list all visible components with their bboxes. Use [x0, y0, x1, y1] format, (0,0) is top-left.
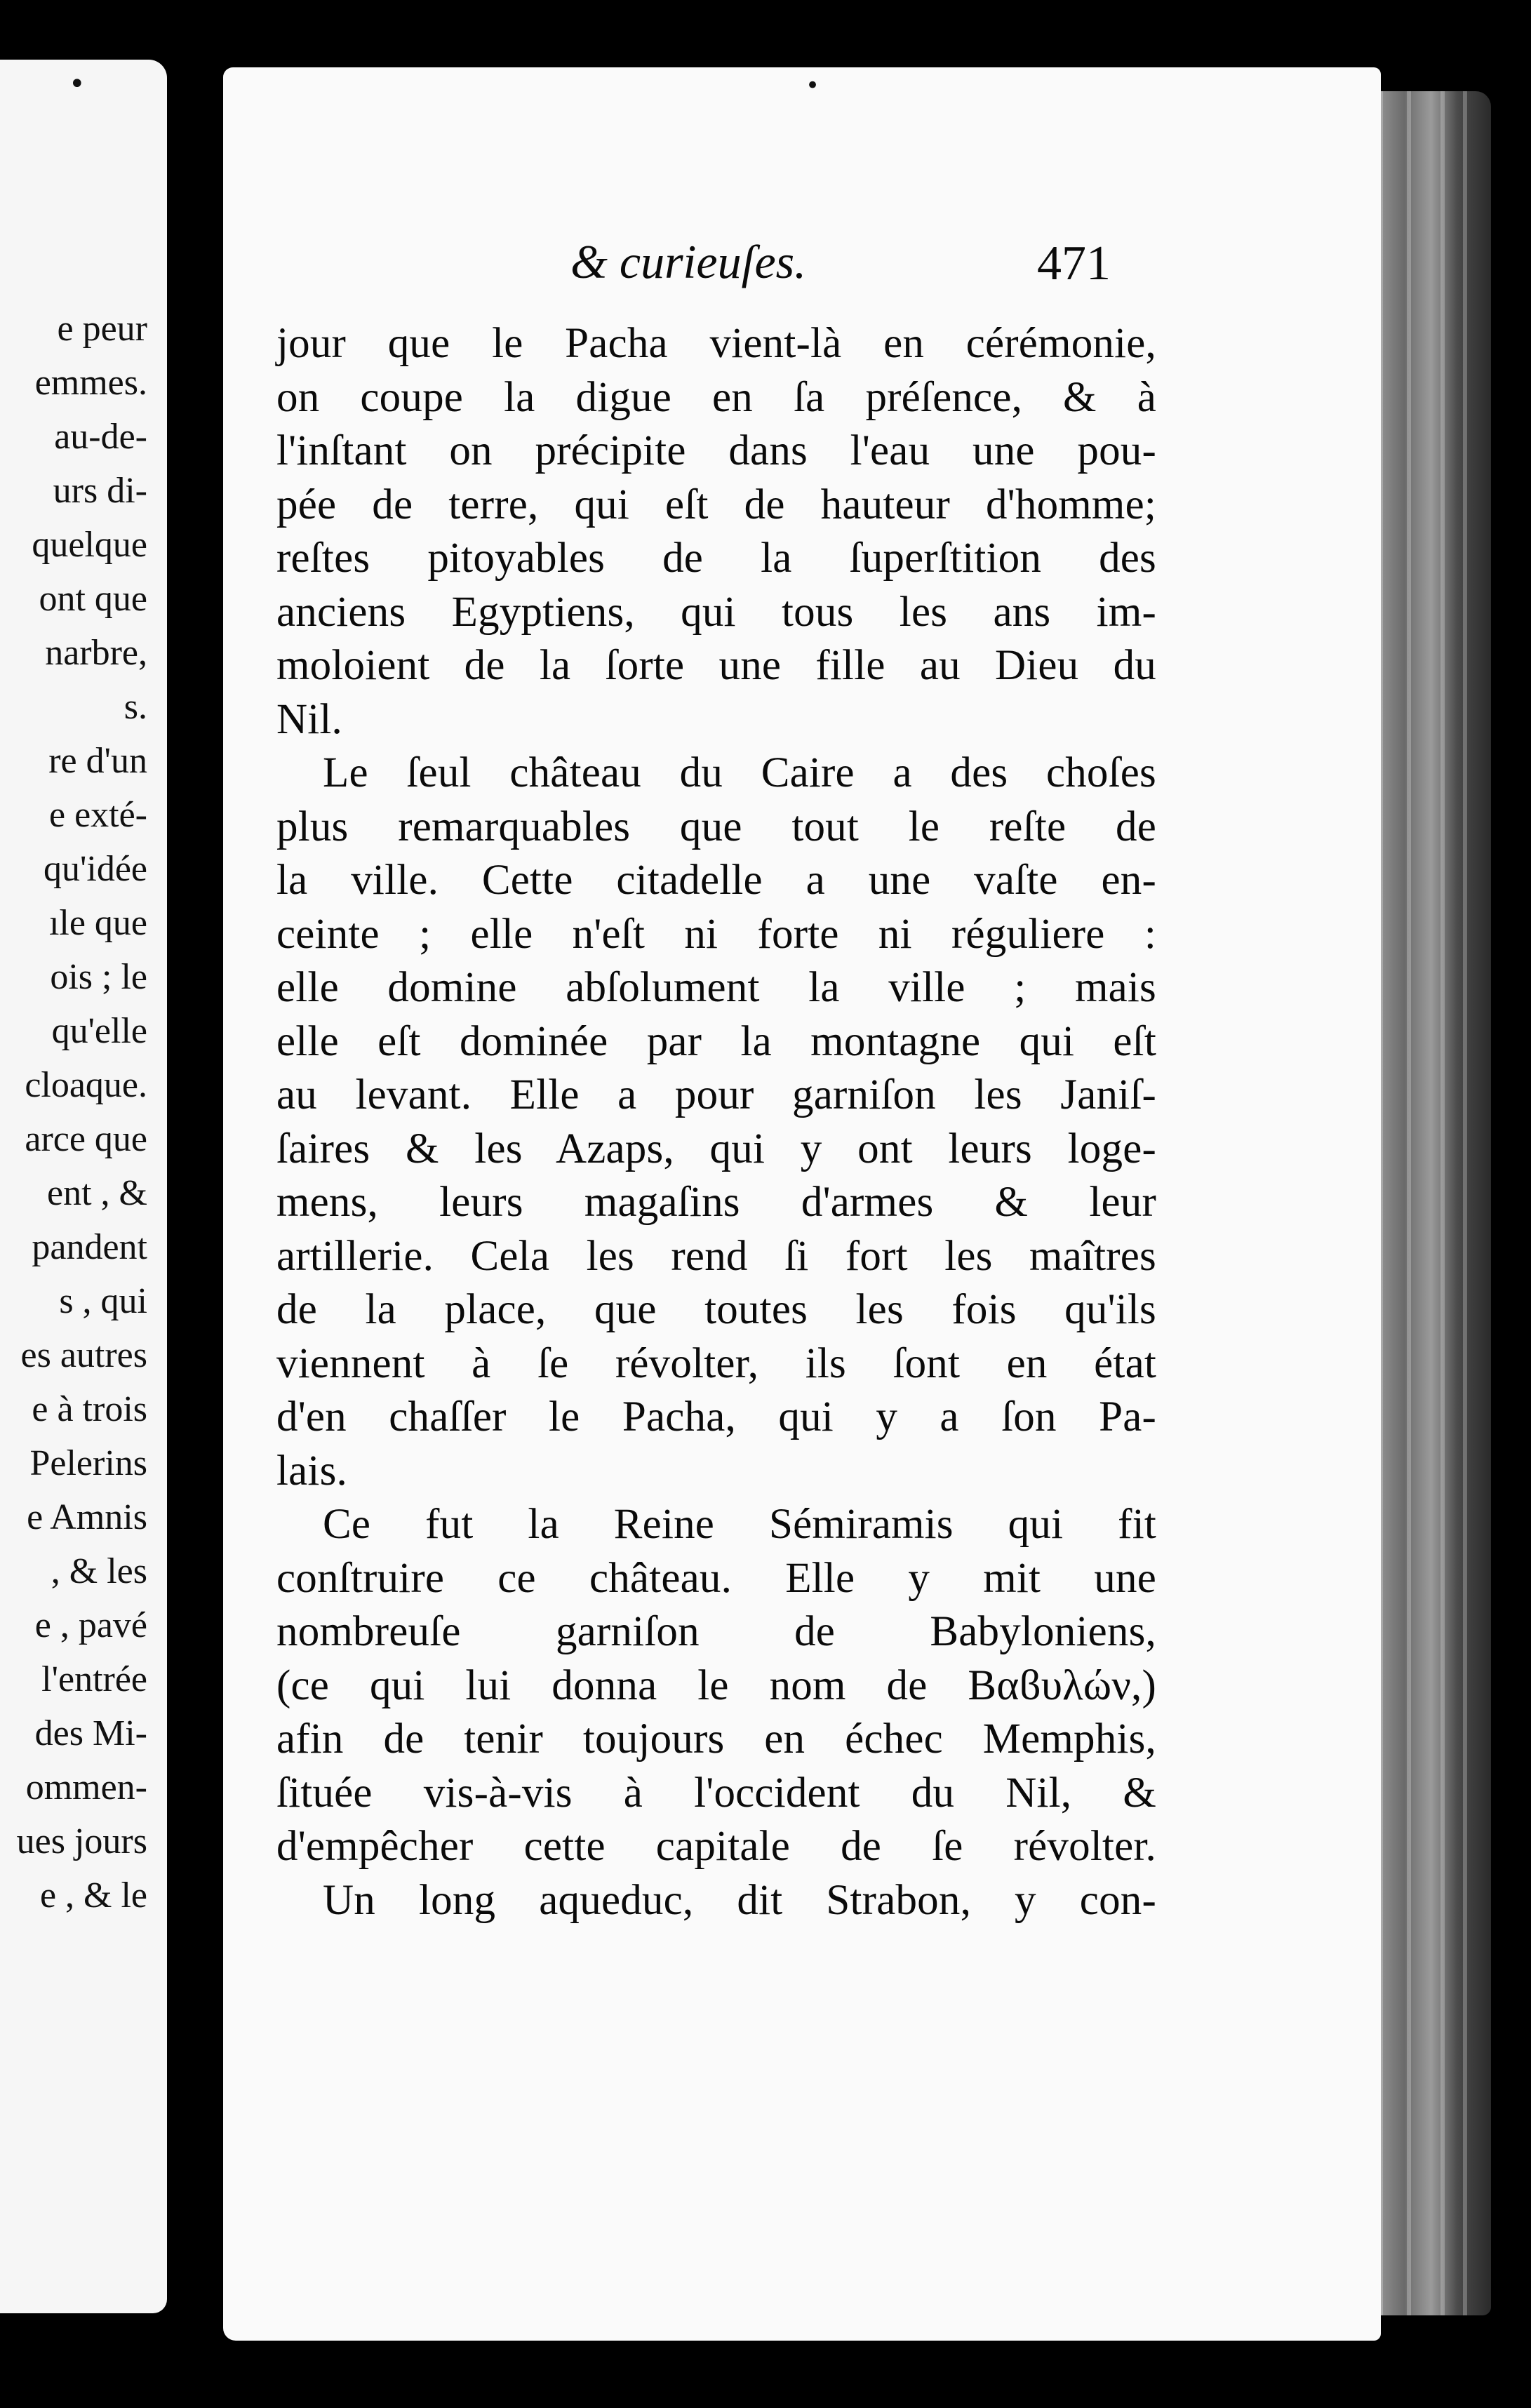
left-page-line: qu'idée — [44, 849, 147, 889]
text-line: Ce fut la Reine Sémiramis qui fit — [323, 1501, 1156, 1548]
text-line: moloient de la ſorte une fille au Dieu du — [276, 642, 1156, 689]
left-page-line: ıle que — [48, 903, 147, 943]
left-page-line: l'entrée — [41, 1659, 147, 1699]
text-line: d'empêcher cette capitale de ſe révolter. — [276, 1823, 1156, 1870]
left-page-line: e à trois — [32, 1389, 147, 1429]
left-page-line: ent , & — [47, 1173, 147, 1213]
left-page-line: ois ; le — [50, 957, 147, 997]
text-line: afin de tenir toujours en échec Memphis, — [276, 1715, 1156, 1762]
left-page-line: e Amnis — [27, 1497, 147, 1537]
left-page-line: au-de- — [54, 417, 147, 457]
left-page-line: quelque — [32, 525, 147, 565]
text-line: artillerie. Cela les rend ſi fort les maîtres — [276, 1232, 1156, 1280]
text-line: anciens Egyptiens, qui tous les ans im- — [276, 588, 1156, 636]
left-page-line: narbre, — [45, 633, 147, 673]
page-number: 471 — [1037, 236, 1111, 290]
text-line: d'en chaſſer le Pacha, qui y a ſon Pa- — [276, 1393, 1156, 1440]
left-page-line: arce que — [25, 1119, 147, 1159]
page-dot-mark: • — [69, 68, 86, 100]
text-line: Nil. — [276, 695, 342, 743]
text-line: de la place, que toutes les fois qu'ils — [276, 1286, 1156, 1333]
left-page-line: e , pavé — [34, 1605, 147, 1645]
text-line: pée de terre, qui eſt de hauteur d'homme; — [276, 481, 1156, 528]
left-page-text — [0, 302, 147, 1922]
left-page-line: re d'un — [48, 741, 147, 781]
left-page-line: ommen- — [25, 1767, 147, 1807]
left-page-line: emmes. — [34, 363, 147, 403]
left-page-line: qu'elle — [51, 1011, 147, 1051]
text-line: nombreuſe garniſon de Babyloniens, — [276, 1608, 1156, 1655]
text-line: plus remarquables que tout le reſte de — [276, 803, 1156, 850]
left-facing-page — [0, 60, 167, 2313]
text-line: elle domine abſolument la ville ; mais — [276, 964, 1156, 1011]
page-dot-mark: • — [805, 72, 820, 100]
left-page-line: cloaque. — [25, 1065, 147, 1105]
left-page-line: des Mi- — [34, 1713, 147, 1753]
left-page-line: urs di- — [53, 471, 147, 511]
text-line: ceinte ; elle n'eſt ni forte ni réguliere : — [276, 910, 1156, 958]
text-line: l'inſtant on précipite dans l'eau une pou- — [276, 427, 1156, 474]
left-page-line: e peur — [57, 309, 147, 349]
left-page-line: ont que — [39, 579, 147, 619]
text-line: Le ſeul château du Caire a des choſes — [323, 749, 1156, 796]
left-page-line: ues jours — [16, 1821, 147, 1861]
left-page-line: s , qui — [59, 1281, 147, 1321]
text-line: au levant. Elle a pour garniſon les Janiſ- — [276, 1071, 1156, 1118]
text-line: viennent à ſe révolter, ils ſont en état — [276, 1339, 1156, 1387]
left-page-line: e , & le — [39, 1875, 147, 1915]
text-line: elle eſt dominée par la montagne qui eſt — [276, 1017, 1156, 1065]
text-line: (ce qui lui donna le nom de Βαϐυλών,) — [276, 1661, 1156, 1709]
left-page-line: es autres — [20, 1335, 147, 1375]
text-line: ſituée vis-à-vis à l'occident du Nil, & — [276, 1769, 1156, 1817]
text-line: Un long aqueduc, dit Strabon, y con- — [323, 1876, 1156, 1924]
text-line: ſaires & les Azaps, qui y ont leurs loge- — [276, 1125, 1156, 1172]
body-text — [276, 317, 1156, 1927]
left-page-line: Pelerins — [29, 1443, 147, 1483]
text-line: conſtruire ce château. Elle y mit une — [276, 1554, 1156, 1602]
left-page-line: , & les — [51, 1551, 147, 1591]
text-line: on coupe la digue en ſa préſence, & à — [276, 373, 1156, 421]
left-page-line: s. — [123, 687, 147, 727]
text-line: reſtes pitoyables de la ſuperſtition des — [276, 535, 1156, 582]
running-head: & curieuſes. — [570, 235, 807, 288]
left-page-line: e exté- — [48, 795, 147, 835]
text-line: mens, leurs magaſins d'armes & leur — [276, 1179, 1156, 1226]
text-line: lais. — [276, 1447, 347, 1494]
text-line: jour que le Pacha vient-là en cérémonie, — [276, 320, 1156, 367]
text-line: la ville. Cette citadelle a une vaſte en- — [276, 857, 1156, 904]
main-page — [223, 67, 1381, 2341]
left-page-line: pandent — [32, 1227, 147, 1267]
